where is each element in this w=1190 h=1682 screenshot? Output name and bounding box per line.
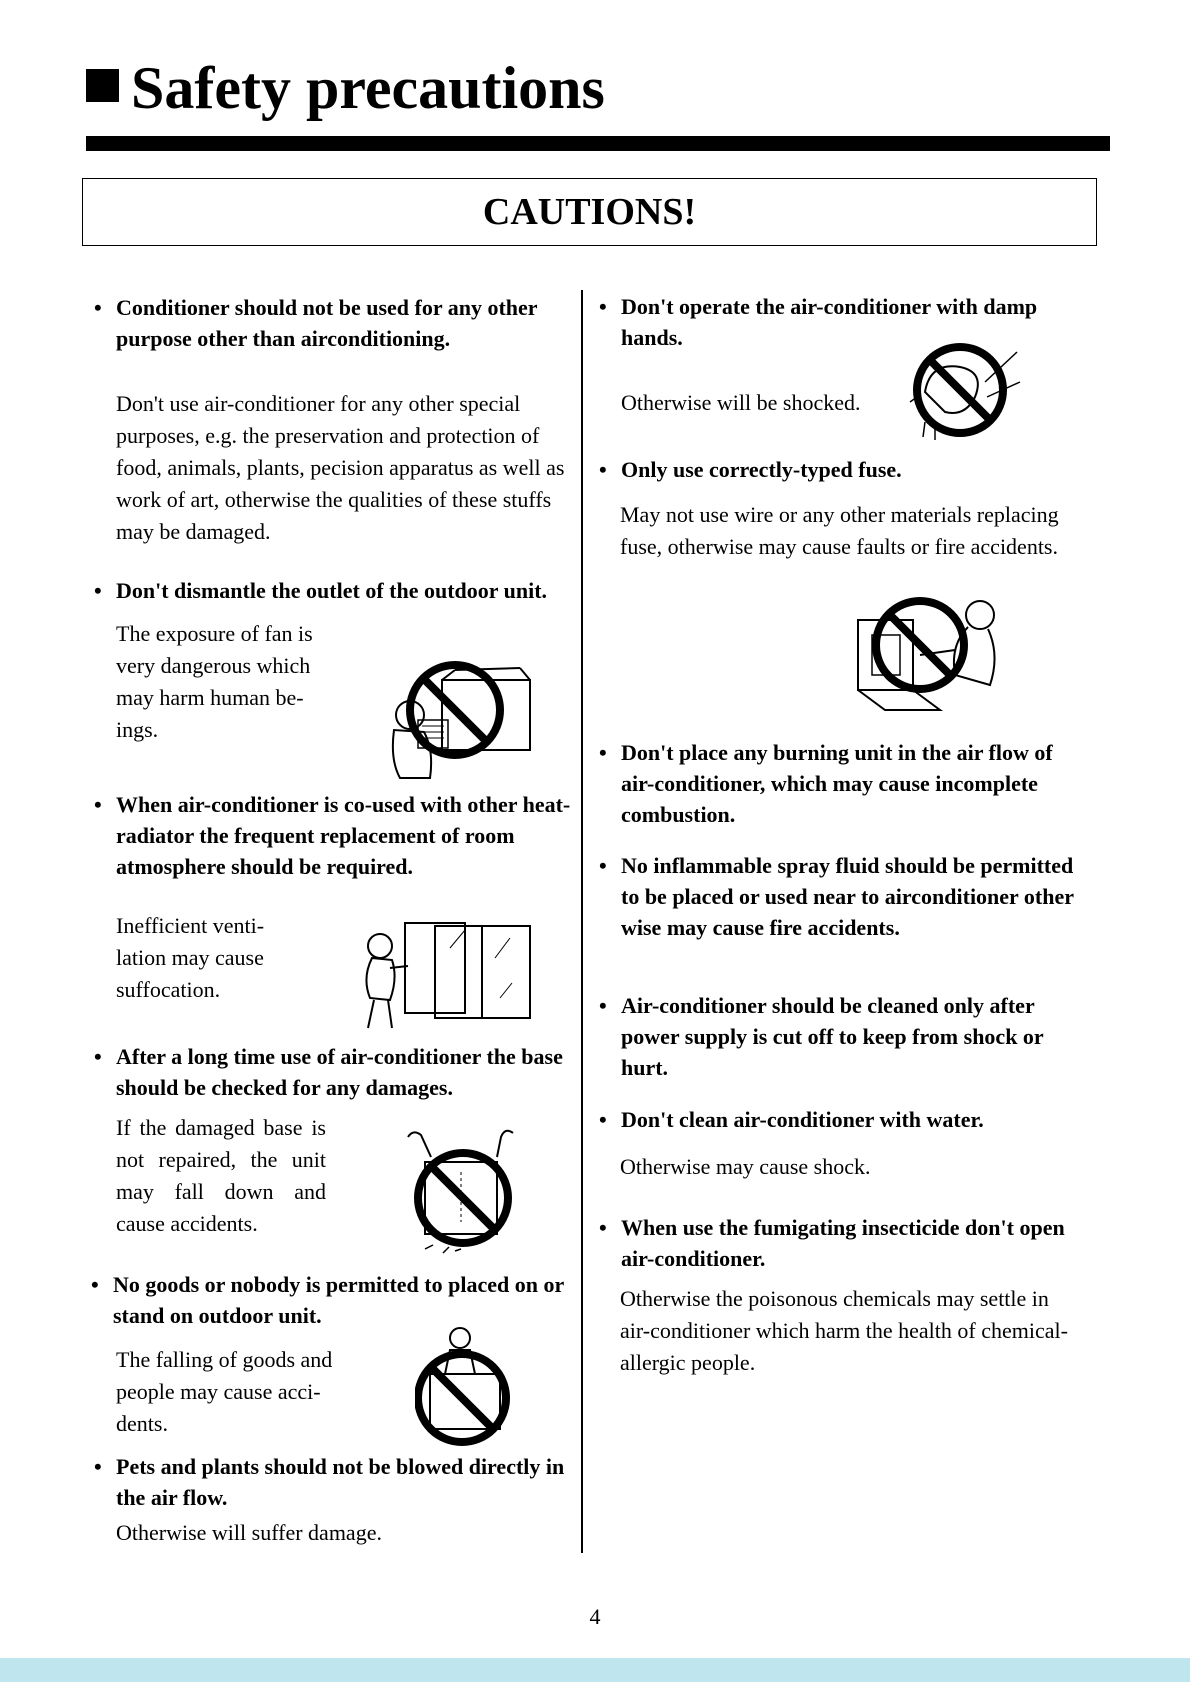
title-rule [86, 136, 1110, 151]
page-title [86, 55, 605, 121]
prohibited-stand-on-unit-icon [415, 1324, 515, 1446]
footer-band [0, 1658, 1190, 1682]
caution-heading: • Conditioner should not be used for any other purpose other than airconditioning. [116, 292, 576, 354]
caution-heading: • Only use correctly-typed fuse. [621, 454, 1081, 485]
caution-body: If the damaged base is not repaired, the unit may fall down and cause accidents. [116, 1115, 326, 1236]
caution-heading: • Don't operate the air-conditioner with damp hands. [621, 291, 1081, 353]
column-divider [581, 290, 583, 1553]
caution-heading: • After a long time use of air-conditioner the base should be checked for any damages. [116, 1041, 576, 1103]
caution-heading: • No inflammable spray fluid should be permitted to be placed or used near to airconditioner other wise may cause fire accidents. [621, 850, 1081, 943]
caution-body: May not use wire or any other materials replacing fuse, otherwise may cause faults or fire accidents. [620, 502, 1059, 559]
prohibited-dismantle-fan-icon [380, 660, 540, 785]
cautions-banner: CAUTIONS! [82, 178, 1097, 246]
caution-heading: • When air-conditioner is co-used with other heat-radiator the frequent replacement of room atmosphere should be required. [116, 789, 576, 882]
caution-heading: • Don't clean air-conditioner with water. [621, 1104, 1081, 1135]
caution-heading: • No goods or nobody is permitted to placed on or stand on outdoor unit. [113, 1269, 583, 1331]
caution-body: Otherwise may cause shock. [620, 1154, 871, 1179]
title-square-icon [86, 69, 119, 102]
caution-heading: • When use the fumigating insecticide don't open air-conditioner. [621, 1212, 1081, 1274]
prohibited-damaged-base-icon [403, 1127, 523, 1259]
caution-body: Otherwise will be shocked. [621, 390, 861, 415]
prohibited-damp-hands-icon [905, 342, 1025, 442]
page-number: 4 [589, 1604, 601, 1629]
ventilation-window-icon [350, 918, 535, 1033]
caution-body: Otherwise the poisonous chemicals may settle in air-conditioner which harm the health of chemical-allergic people. [620, 1286, 1068, 1375]
caution-heading: • Air-conditioner should be cleaned only after power supply is cut off to keep from shock or hurt. [621, 990, 1081, 1083]
caution-body: The falling of goods and people may cause acci-dents. [116, 1347, 333, 1436]
caution-body: Otherwise will suffer damage. [116, 1520, 382, 1545]
caution-heading: • Don't place any burning unit in the air flow of air-conditioner, which may cause incomplete combustion. [621, 737, 1081, 830]
prohibited-wire-fuse-icon [850, 585, 1010, 715]
caution-heading: • Don't dismantle the outlet of the outdoor unit. [116, 575, 586, 606]
caution-body: The exposure of fan is very dangerous which may harm human be-ings. [116, 621, 313, 742]
page-title-text: Safety precautions [131, 55, 605, 121]
caution-body: Inefficient venti-lation may cause suffocation. [116, 913, 265, 1002]
caution-body: Don't use air-conditioner for any other special purposes, e.g. the preservation and protection of food, animals, plants, pecision apparatus as well as work of art, otherwise the qualities of these stuffs may be damaged. [116, 391, 565, 544]
caution-heading: • Pets and plants should not be blowed directly in the air flow. [116, 1451, 596, 1513]
